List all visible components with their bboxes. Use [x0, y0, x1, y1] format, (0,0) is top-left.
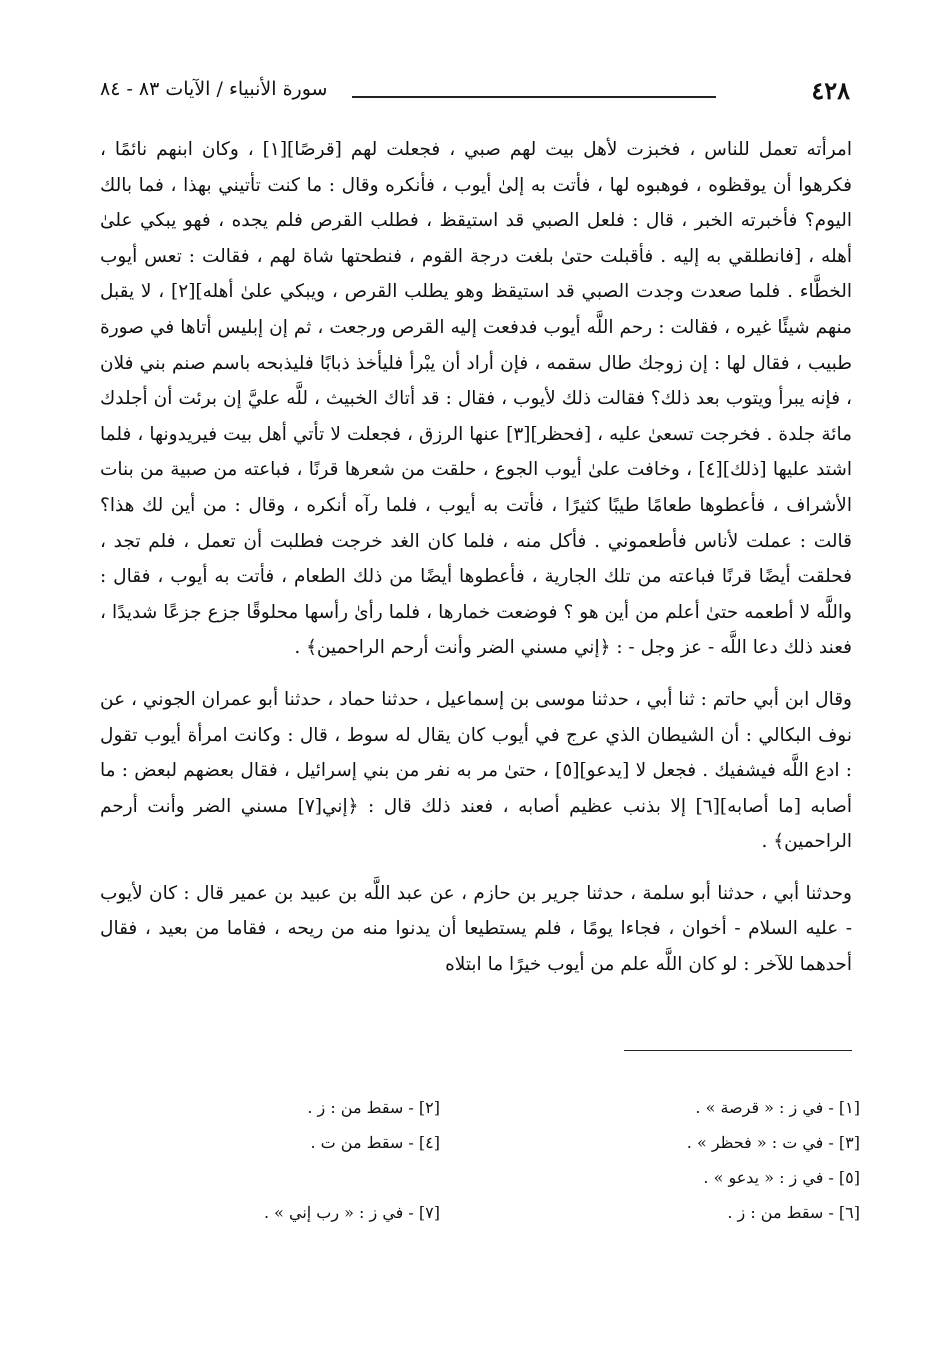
footnote-7: [٧] - في ز : « رب إني » . — [263, 1203, 440, 1222]
main-text — [100, 132, 852, 983]
footnote-1: [١] - في ز : « قرصة » . — [695, 1098, 860, 1117]
footnote-3: [٣] - في ت : « فحظر » . — [686, 1133, 860, 1152]
paragraph-3: وحدثنا أبي ، حدثنا أبو سلمة ، حدثنا جرير بن حازم ، عن عبد اللَّه بن عبيد بن عمير قال : كان لأيوب - عليه السلام - أخوان ، فجاءا يومًا ، فلم يستطيعا أن يدنوا منه من ريحه ، فقاما من بعيد ، فقال أحدهما للآخر : لو كان اللَّه علم من أيوب خيرًا ما ابتلاه — [100, 882, 852, 976]
footnote-4: [٤] - سقط من ت . — [310, 1133, 440, 1152]
running-head: سورة الأنبياء / الآيات ٨٣ - ٨٤ — [100, 78, 328, 100]
header-rule — [352, 96, 716, 98]
footnote-rule — [624, 1050, 852, 1051]
footnote-5: [٥] - في ز : « يدعو » . — [703, 1168, 860, 1187]
footnote-spacer — [80, 1160, 440, 1195]
footnotes-right-column — [500, 1090, 860, 1230]
footnotes-left-column — [80, 1090, 440, 1230]
page-number: ٤٢٨ — [811, 76, 850, 105]
paragraph-1: امرأته تعمل للناس ، فخبزت لأهل بيت لهم صبي ، فجعلت لهم [قرصًا][١] ، وكان ابنهم نائمًا ، فكرهوا أن يوقظوه ، فوهبوه لها ، فأتت به إلىٰ أيوب ، فأنكره وقال : ما كنت تأتيني بهذا ، فما بالك اليوم؟ فأخبرته الخبر ، قال : فلعل الصبي قد استيقظ ، فطلب القرص فلم يجده ، فهو يبكي علىٰ أهله ، [فانطلقي به إليه . فأقبلت حتىٰ بلغت درجة القوم ، فنطحتها شاة لهم ، فقالت : تعس أيوب الخطَّاء . فلما صعدت وجدت الصبي قد استيقظ وهو يطلب القرص ، ويبكي علىٰ أهله][٢] ، لا يقبل منهم شيئًا غيره ، فقالت : رحم اللَّه أيوب فدفعت إليه القرص ورجعت ، ثم إن إبليس أتاها في صورة طبيب ، فقال لها : إن زوجك طال سقمه ، فإن أراد أن يبْرأ فليأخذ ذبابًا فليذبحه باسم صنم بني فلان ، فإنه يبرأ ويتوب بعد ذلك؟ فقالت ذلك لأيوب ، فقال : قد أتاك الخبيث ، للَّه عليَّ إن برئت أن أجلدك مائة جلدة . فخرجت تسعىٰ عليه ، [فحظر][٣] عنها الرزق ، فجعلت لا تأتي أهل بيت فيريدونها ، فلما اشتد عليها [ذلك][٤] ، وخافت علىٰ أيوب الجوع ، حلقت من شعرها قرنًا ، فباعته من صبية من بنات الأشراف ، فأعطوها طعامًا طيبًا كثيرًا ، فأتت به أيوب ، فلما رآه أنكره ، وقال : من أين لك هذا؟ قالت : عملت لأناس فأطعموني . فأكل منه ، فلما كان الغد خرجت فطلبت أن تعمل ، فلم تجد ، فحلقت أيضًا قرنًا فباعته من تلك الجارية ، فأعطوها أيضًا من ذلك الطعام ، فأتت به أيوب ، فقال : واللَّه لا أطعمه حتىٰ أعلم من أين هو ؟ فوضعت خمارها ، فلما رأىٰ رأسها محلوقًا جزع جزعًا شديدًا ، فعند ذلك دعا اللَّه - عز وجل - : ﴿إني مسني الضر وأنت أرحم الراحمين﴾ . — [100, 139, 852, 659]
footnote-6: [٦] - سقط من : ز . — [727, 1203, 860, 1222]
paragraph-2: وقال ابن أبي حاتم : ثنا أبي ، حدثنا موسى بن إسماعيل ، حدثنا حماد ، حدثنا أبو عمران الجوني ، عن نوف البكالي : أن الشيطان الذي عرج في أيوب كان يقال له سوط ، قال : وكانت امرأة أيوب تقول : ادع اللَّه فيشفيك . فجعل لا [يدعو][٥] ، حتىٰ مر به نفر من بني إسرائيل ، فقال بعضهم لبعض : ما أصابه [ما أصابه][٦] إلا بذنب عظيم أصابه ، فعند ذلك قال : ﴿إني[٧] مسني الضر وأنت أرحم الراحمين﴾ . — [100, 688, 852, 853]
page-header — [100, 72, 850, 112]
footnote-2: [٢] - سقط من : ز . — [307, 1098, 440, 1117]
